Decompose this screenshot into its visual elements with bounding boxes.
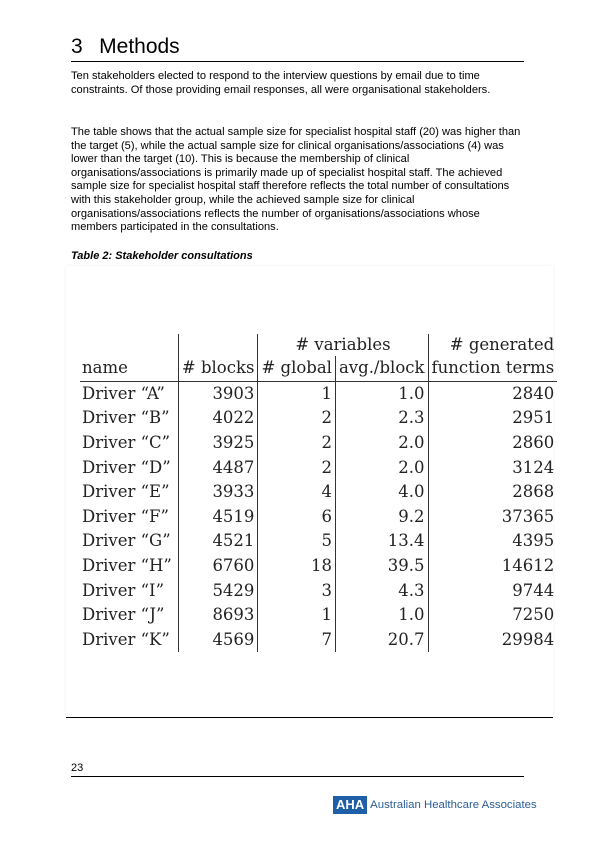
- cell-blocks: 3933: [178, 480, 258, 505]
- table-row: [80, 381, 557, 406]
- paragraph-email-responses: Ten stakeholders elected to respond to the interview questions by email due to time constraints. Of those providing email responses, all were organisational stakeholders.: [71, 70, 491, 96]
- page-number: 23: [71, 762, 84, 774]
- cell-global: 7: [258, 628, 336, 653]
- figure-bottom-rule: [66, 717, 553, 718]
- column-header-name: name: [80, 356, 178, 381]
- section-heading: [71, 34, 524, 62]
- table-row: [80, 480, 557, 505]
- cell-blocks: 4521: [178, 529, 258, 554]
- cell-global: 2: [258, 455, 336, 480]
- cell-avg-block: 9.2: [335, 505, 428, 530]
- column-header-global: # global: [258, 356, 336, 381]
- column-header-avg-block: avg./block: [335, 356, 428, 381]
- column-header-blocks: # blocks: [178, 356, 258, 381]
- cell-name: Driver “H”: [82, 556, 172, 576]
- table-row: [80, 455, 557, 480]
- cell-blocks: 6760: [178, 554, 258, 579]
- table-row: [80, 554, 557, 579]
- table-row: [80, 529, 557, 554]
- cell-global: 18: [258, 554, 336, 579]
- cell-avg-block: 2.0: [335, 455, 428, 480]
- cell-avg-block: 2.3: [335, 406, 428, 431]
- table-row: [80, 578, 557, 603]
- logo-name: Australian Healthcare Associates: [370, 799, 537, 811]
- table-row: [80, 628, 557, 653]
- paragraph-sample-size: The table shows that the actual sample size for specialist hospital staff (20) was higher than the target (5), while the actual sample size for clinical organisations/associations (4) was lower than the target (10). This is because the membership of clinical organisations/associations is primarily made up of specialist hospital staff. The achieved sample size for specialist hospital staff therefore reflects the total number of consultations with this stakeholder group, while the achieved sample size for clinical organisations/associations reflects the number of organisations/associations whose members participated in the consultations.: [71, 126, 521, 234]
- cell-name: Driver “G”: [82, 531, 171, 551]
- cell-function-terms: 9744: [428, 578, 557, 603]
- cell-function-terms: 2868: [428, 480, 557, 505]
- cell-avg-block: 4.0: [335, 480, 428, 505]
- cell-blocks: 3925: [178, 431, 258, 456]
- table-row: [80, 603, 557, 628]
- section-title: Methods: [99, 35, 180, 58]
- cell-blocks: 8693: [178, 603, 258, 628]
- cell-blocks: 4022: [178, 406, 258, 431]
- table-figure: [66, 266, 553, 717]
- cell-global: 5: [258, 529, 336, 554]
- cell-name: Driver “B”: [82, 408, 170, 428]
- cell-avg-block: 1.0: [335, 603, 428, 628]
- footer-rule: [71, 776, 524, 777]
- cell-avg-block: 2.0: [335, 431, 428, 456]
- cell-function-terms: 3124: [428, 455, 557, 480]
- cell-name: Driver “I”: [82, 580, 165, 600]
- cell-avg-block: 39.5: [335, 554, 428, 579]
- cell-function-terms: 2860: [428, 431, 557, 456]
- cell-blocks: 5429: [178, 578, 258, 603]
- cell-global: 1: [258, 603, 336, 628]
- cell-name: Driver “J”: [82, 605, 165, 625]
- cell-name: Driver “E”: [82, 482, 170, 502]
- cell-name: Driver “F”: [82, 506, 169, 526]
- cell-name: Driver “A”: [82, 383, 165, 403]
- cell-global: 1: [258, 381, 336, 406]
- table-caption: Table 2: Stakeholder consultations: [71, 250, 253, 262]
- header-generated-group: # generated: [428, 334, 557, 356]
- cell-function-terms: 4395: [428, 529, 557, 554]
- table-row: [80, 431, 557, 456]
- cell-function-terms: 2840: [428, 381, 557, 406]
- logo-abbrev: AHA: [333, 796, 367, 814]
- table-row: [80, 406, 557, 431]
- cell-avg-block: 4.3: [335, 578, 428, 603]
- cell-global: 4: [258, 480, 336, 505]
- cell-blocks: 4487: [178, 455, 258, 480]
- cell-blocks: 3903: [178, 381, 258, 406]
- section-number: 3: [71, 35, 83, 58]
- column-header-function-terms: function terms: [428, 356, 557, 381]
- cell-function-terms: 14612: [428, 554, 557, 579]
- table-row: [80, 505, 557, 530]
- header-variables-group: # variables: [258, 334, 428, 356]
- cell-global: 6: [258, 505, 336, 530]
- cell-avg-block: 20.7: [335, 628, 428, 653]
- cell-global: 2: [258, 431, 336, 456]
- cell-blocks: 4519: [178, 505, 258, 530]
- aha-logo: [333, 794, 537, 816]
- cell-function-terms: 7250: [428, 603, 557, 628]
- cell-function-terms: 2951: [428, 406, 557, 431]
- cell-avg-block: 1.0: [335, 381, 428, 406]
- cell-function-terms: 29984: [428, 628, 557, 653]
- cell-blocks: 4569: [178, 628, 258, 653]
- cell-avg-block: 13.4: [335, 529, 428, 554]
- cell-name: Driver “D”: [82, 457, 171, 477]
- table-body: [80, 381, 557, 652]
- stakeholder-table: [80, 334, 557, 652]
- cell-global: 3: [258, 578, 336, 603]
- cell-global: 2: [258, 406, 336, 431]
- cell-function-terms: 37365: [428, 505, 557, 530]
- cell-name: Driver “K”: [82, 629, 170, 649]
- cell-name: Driver “C”: [82, 433, 171, 453]
